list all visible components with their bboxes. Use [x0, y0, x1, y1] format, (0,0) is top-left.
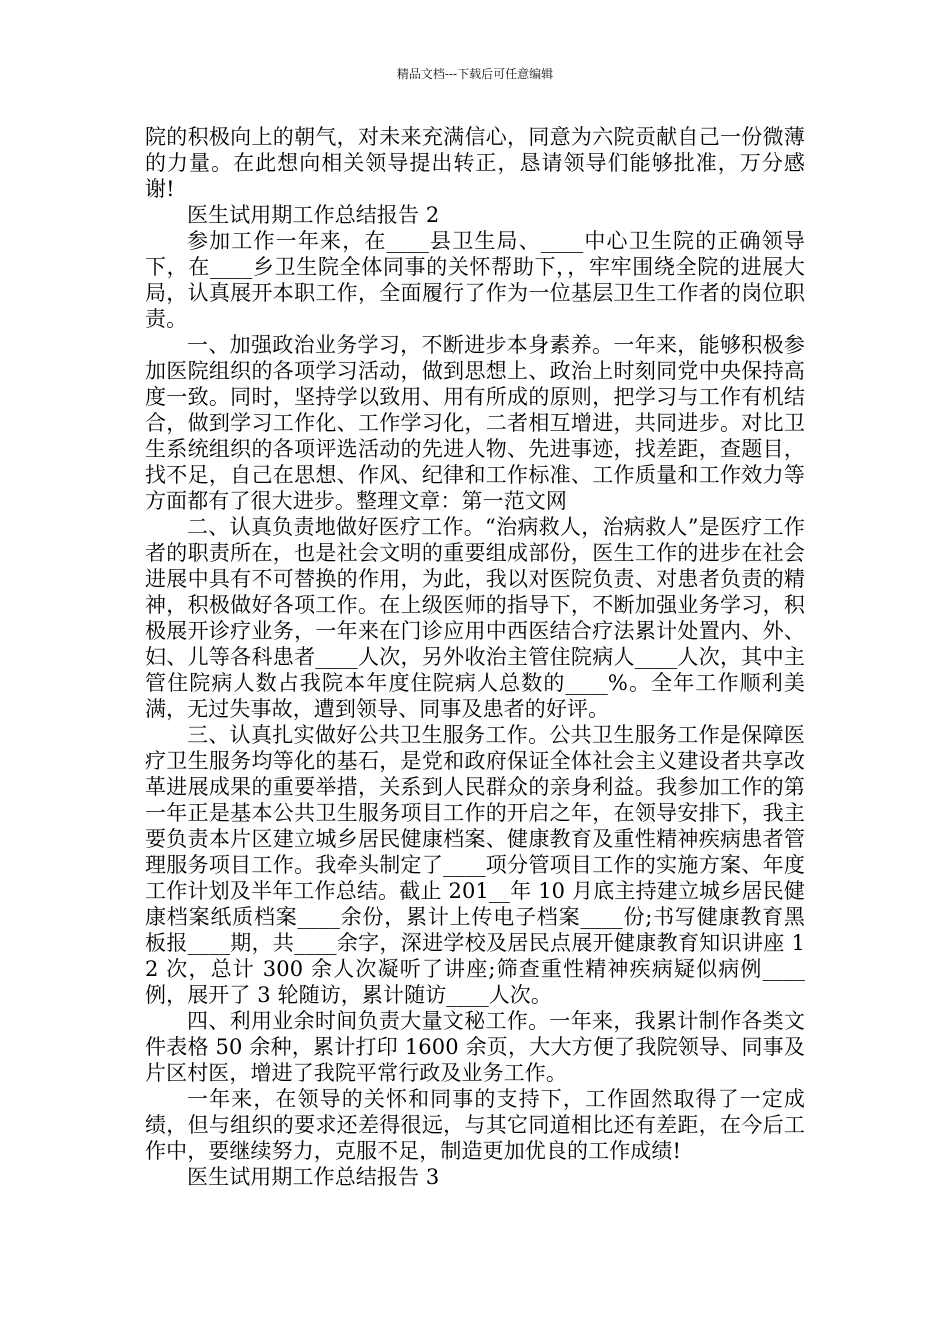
page-header: 精品文档---下载后可任意编辑: [396, 67, 554, 81]
paragraph-section-4: 四、利用业余时间负责大量文秘工作。一年来，我累计制作各类文件表格 50 余种，累计打印 1600 余页，大大方便了我院领导、同事及片区村医，增进了我院平常行政及业务工作。: [145, 1009, 805, 1085]
document-body: [145, 124, 805, 1190]
section-title-report-3: 医生试用期工作总结报告 3: [187, 1165, 440, 1189]
paragraph-section-3: 三、认真扎实做好公共卫生服务工作。公共卫生服务工作是保障医疗卫生服务均等化的基石，是党和政府保证全体社会主义建设者共享改革进展成果的重要举措，关系到人民群众的亲身利益。我参加工作的第一年正是基本公共卫生服务项目工作的开启之年，在领导安排下，我主要负责本片区建立城乡居民健康档案、健康教育及重性精神疾病患者管理服务项目工作。我牵头制定了____项分管项目工作的实施方案、年度工作计划及半年工作总结。截止 201__年 10 月底主持建立城乡居民健康档案纸质档案____余份，累计上传电子档案____份;书写健康教育黑板报____期，共____余字，深进学校及居民点展开健康教育知识讲座 12 次，总计 300 余人次凝听了讲座;筛查重性精神疾病疑似病例____例，展开了 3 轮随访，累计随访____人次。: [145, 723, 805, 1007]
paragraph-section-2: 二、认真负责地做好医疗工作。“治病救人，治病救人”是医疗工作者的职责所在，也是社会文明的重要组成部份，医生工作的进步在社会进展中具有不可替换的作用，为此，我以对医院负责、对患者负责的精神，积极做好各项工作。在上级医师的指导下，不断加强业务学习，积极展开诊疗业务，一年来在门诊应用中西医结合疗法累计处置内、外、妇、儿等各科患者____人次，另外收治主管住院病人____人次，其中主管住院病人数占我院本年度住院病人总数的____%。全年工作顺利美满，无过失事故，遭到领导、同事及患者的好评。: [145, 515, 805, 721]
section-title-report-2: 医生试用期工作总结报告 2: [187, 203, 440, 227]
paragraph-conclusion: 一年来，在领导的关怀和同事的支持下，工作固然取得了一定成绩，但与组织的要求还差得很远，与其它同道相比还有差距，在今后工作中，要继续努力，克服不足，制造更加优良的工作成绩!: [145, 1087, 805, 1163]
paragraph-intro: 参加工作一年来，在____县卫生局、____中心卫生院的正确领导下，在____乡卫生院全体同事的关怀帮助下，，牢牢围绕全院的进展大局，认真展开本职工作，全面履行了作为一位基层卫生工作者的岗位职责。: [145, 229, 805, 331]
paragraph-section-1: 一、加强政治业务学习，不断进步本身素养。一年来，能够积极参加医院组织的各项学习活动，做到思想上、政治上时刻同党中央保持高度一致。同时，坚持学以致用、用有所成的原则，把学习与工作有机结合，做到学习工作化、工作学习化，二者相互增进，共同进步。对比卫生系统组织的各项评选活动的先进人物、先进事迹，找差距，查题目，找不足，自己在思想、作风、纪律和工作标准、工作质量和工作效力等方面都有了很大进步。整理文章：第一范文网: [145, 333, 805, 513]
paragraph-continuation: 院的积极向上的朝气，对未来充满信心，同意为六院贡献自己一份微薄的力量。在此想向相关领导提出转正，恳请领导们能够批准，万分感谢!: [145, 125, 805, 201]
